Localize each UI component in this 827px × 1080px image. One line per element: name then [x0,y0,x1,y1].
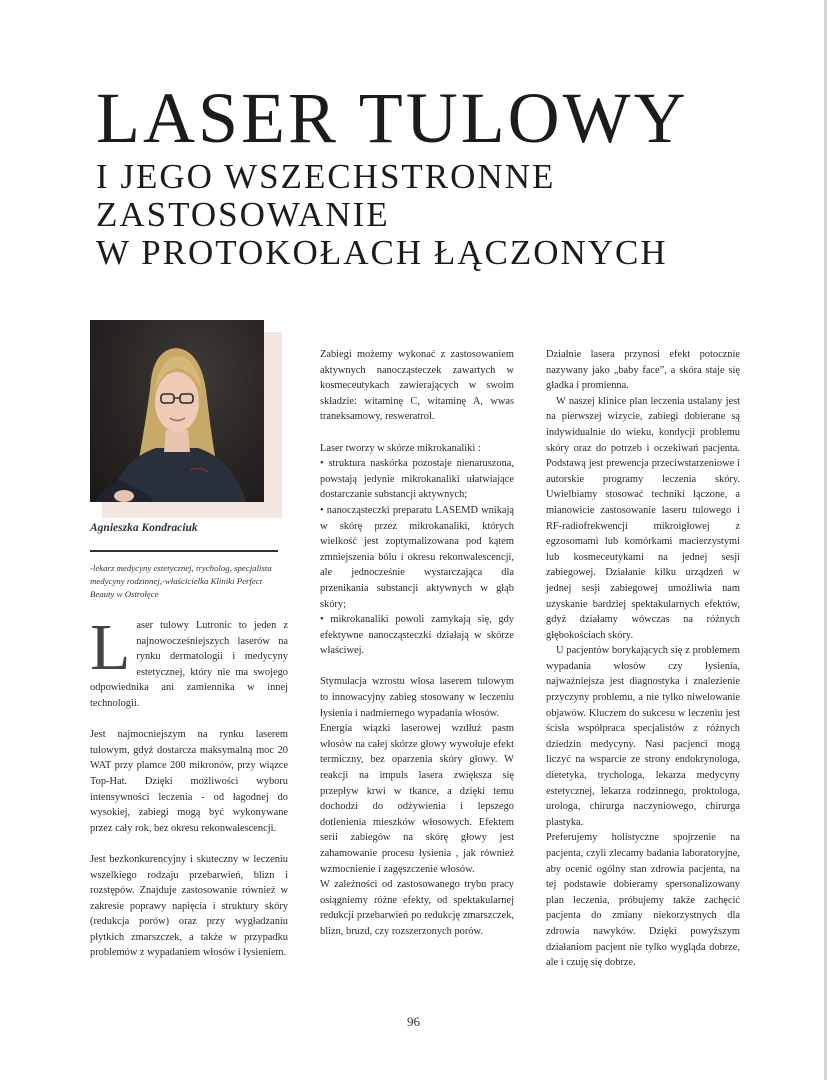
subtitle-line-1: I JEGO WSZECHSTRONNE [96,157,556,196]
article-subtitle [96,158,668,272]
subtitle-line-2: ZASTOSOWANIE [96,195,390,234]
column-2 [320,347,514,955]
drop-cap: L [90,611,131,684]
paragraph: U pacjentów borykających się z problemem wypadania włosów czy łysienia, najważniejsza jest diagnostyka i znalezienie przyczyny problemu, a nie tylko niwelowanie objawów. Kluczem do sukcesu w leczeniu jest ścisła współpraca specjalistów z różnych dziedzin medycyny. Nasi pacjenci mogą liczyć na wsparcie ze strony endokrynologa, dietetyka, trychologa, lekarza medycyny estetycznej, lekarza rodzinnego, proktologa, urologa, chirurga naczyniowego, chirurga plastyka. [546,645,740,828]
intro-text: aser tulowy Lutronic to jeden z najnowocześniejszych laserów na rynku dermatologii i medycyny estetycznej, który nie ma swojego odpowiednika ani zamiennika w innej technologii. [90,620,288,709]
paragraph: Działnie lasera przynosi efekt potocznie nazywany jako „baby face”, a skóra staje się gładka i promienna. [546,349,740,392]
column-1 [90,611,288,977]
paragraph: W zależności od zastosowanego trybu pracy osiągniemy różne efekty, od spektakularnej redukcji przebarwień po redukcję zmarszczek, blizn, bruzd, czy rozszerzonych porów. [320,879,514,937]
list-intro: Laser tworzy w skórze mikrokanaliki : [320,442,481,454]
author-bio: -lekarz medycyny estetycznej, trycholog, specjalista medycyny rodzinnej,-właścicielka Kliniki Perfect Beauty w Ostrołęce [90,563,272,599]
paragraph: Jest bezkonkurencyjny i skuteczny w leczeniu wszelkiego rodzaju przebarwień, blizn i rozstępów. Znajduje zastosowanie również w zakresie poprawy napięcia i struktury skóry (redukcja porów) oraz przy wygładzaniu płytkich zmarszczek, a także w przypadku problemów z wypadaniem włosów i łysieniem. [90,853,288,959]
article-title: LASER TULOWY [96,78,689,158]
paragraph: Jest najmocniejszym na rynku laserem tulowym, gdyż dostarcza maksymalną moc 20 WAT przy plamce 200 mikronów, przy wiązce Top-Hat. Dzięki możliwości wyboru intensywności leczenia - od łagodnej do wysokiej, zabiegi mogą być wykonywane przez cały rok, bez okresu rekonwalescencji. [90,729,288,834]
page-number: 96 [407,1014,420,1029]
list-item: • mikrokanaliki powoli zamykają się, gdy efektywne nanocząsteczki działają w skórze właściwej. [320,614,514,657]
intro-paragraph [90,611,288,712]
subtitle-line-3: W PROTOKOŁACH ŁĄCZONYCH [96,233,668,272]
paragraph: Zabiegi możemy wykonać z zastosowaniem aktywnych nanocząsteczek zawartych w kosmeceutykach zawierających w swoim składzie: witaminę C, witaminę A, wwas traneksamowy, resweratrol. [320,349,514,423]
author-portrait [90,320,264,502]
author-divider [90,550,278,552]
paragraph: Preferujemy holistyczne spojrzenie na pacjenta, czyli zlecamy badania laboratoryjne, aby ocenić ogólny stan zdrowia pacjenta, na tej podstawie dobieramy spersonalizowany plan leczenia, próbujemy także zachęcić pacjenta do zmiany niekorzystnych dla zdrowia nawyków. Dzięki powyższym działaniom pacjent nie tylko wygląda dobrze, ale i czuję się dobrze. [546,832,740,969]
paragraph: Stymulacja wzrostu włosa laserem tulowym to innowacyjny zabieg stosowany w leczeniu łysienia i nadmiernego wypadania włosów. [320,676,514,719]
list-item: • struktura naskórka pozostaje nienaruszona, powstają jedynie mikrokanaliki ułatwiające dostarczanie substancji aktywnych; [320,458,514,501]
column-3 [546,347,740,971]
author-name: Agnieszka Kondraciuk [90,522,198,534]
paragraph: W naszej klinice plan leczenia ustalany jest na pierwszej wizycie, zabiegi dobierane są indywidualnie do wieku, kondycji problemu skóry oraz do potrzeb i oczekiwań pacjenta. Podstawą jest prewencja przeciwstarzeniowe i autorskie programy leczenia skóry. Uwielbiamy stosować techniki łączone, a mianowicie zastosowanie laseru tulowego i RF-radiofrekwencji mikroigłowej z egzosomami lub komórkami macierzystymi lub kosmeceutykami na jednej sesji zabiegowej. Działanie kilku urządzeń w jednej sesji zabiegowej umożliwia nam uzyskanie bardziej spektakularnych efektów, gdyż działamy wówczas na różnych głębokościach skóry. [546,395,740,641]
list-item: • nanocząsteczki preparatu LASEMD wnikają w skórę przez mikrokanaliki, których wielkość jest zoptymalizowana pod kątem zmniejszenia bólu i okresu rekonwalescencji, ale jednocześnie wystarczająca dla przenikania substancji aktywnych w głąb skóry; [320,504,514,610]
paragraph: Energia wiązki laserowej wzdłuż pasm włosów na całej skórze głowy wywołuje efekt termiczny, bez oparzenia skóry głowy. W reakcji na impuls lasera zwiększa się przepływ krwi w tkance, a dzięki temu dochodzi do odżywienia i lepszego dotlenienia mieszków włosowych. Efektem serii zabiegów na skórę głowy jest zahamowanie procesu łysienia , jak również wzmocnienie i zagęszczenie włosów. [320,723,514,875]
